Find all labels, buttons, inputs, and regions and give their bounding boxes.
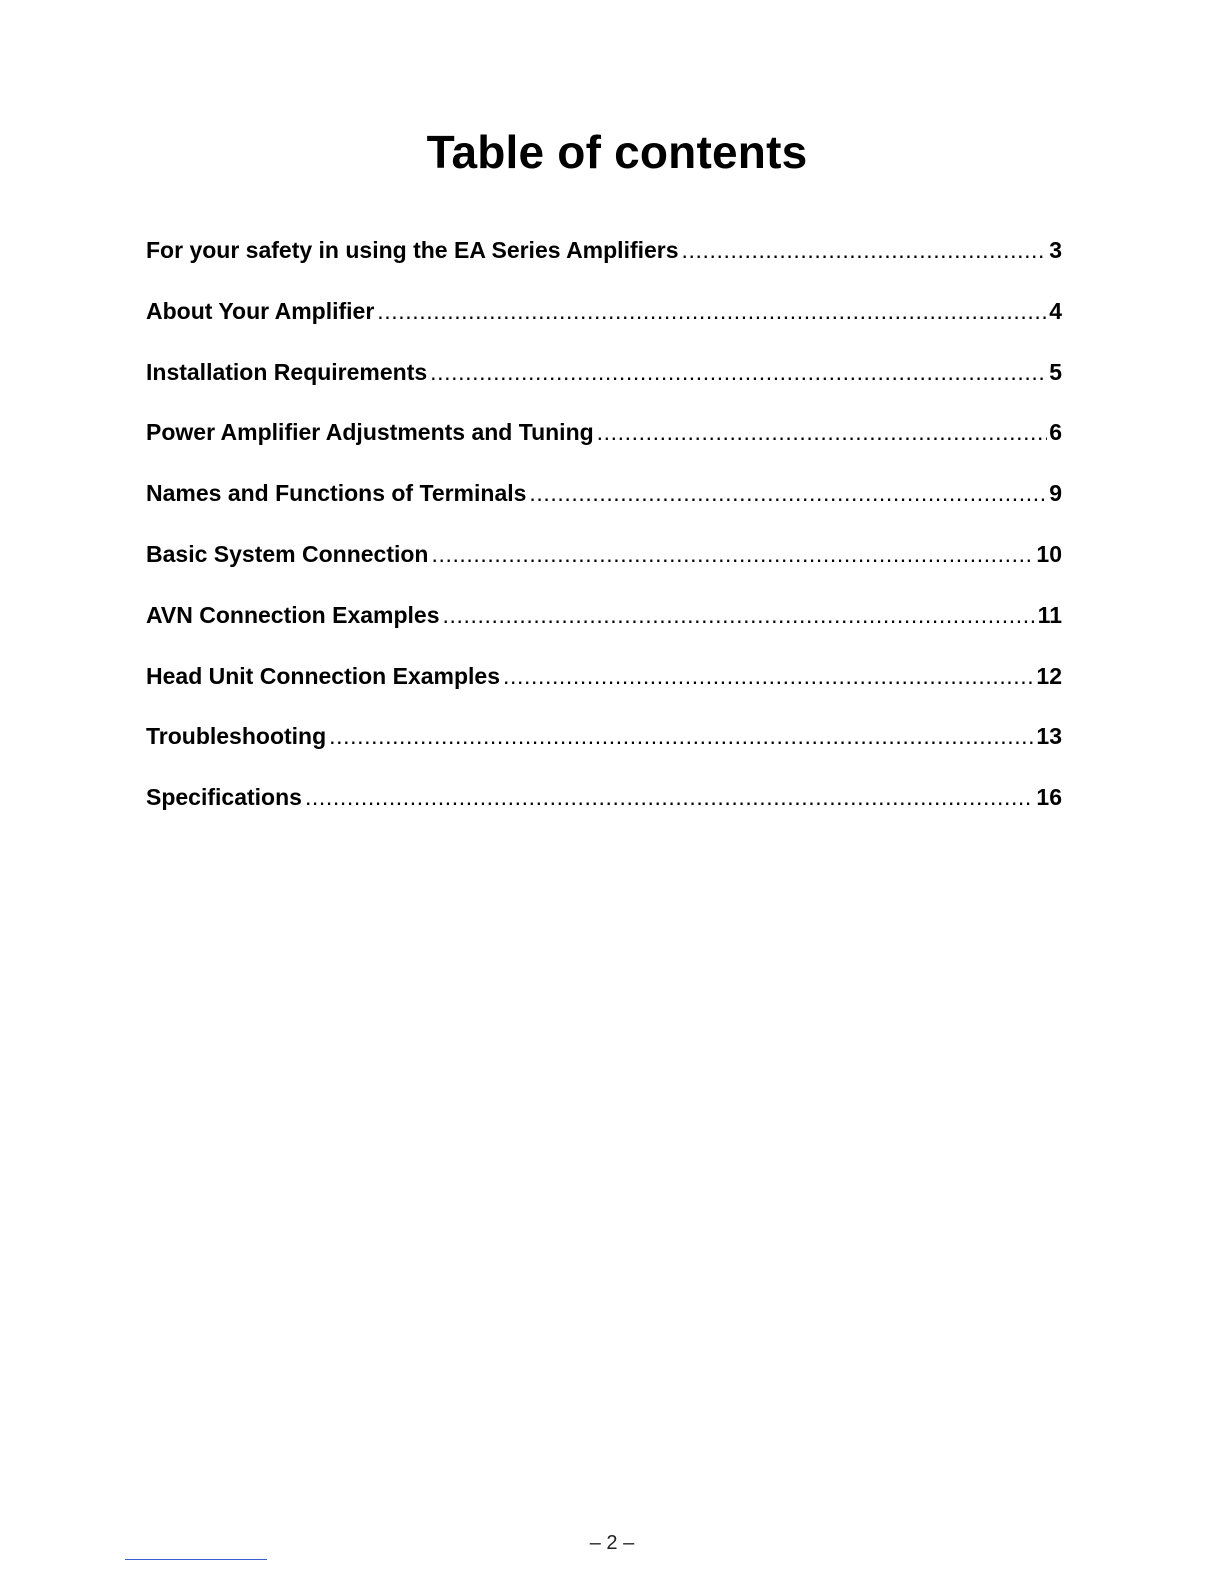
toc-entry-page: 16 [1036, 784, 1062, 811]
toc-entry-label: Power Amplifier Adjustments and Tuning [146, 419, 594, 446]
toc-entry-label: Specifications [146, 784, 302, 811]
toc-entry-specifications[interactable] [146, 776, 1062, 837]
toc-entry-page: 10 [1036, 540, 1062, 567]
dot-leader [682, 229, 1048, 271]
toc-entry-adjustments[interactable] [146, 411, 1062, 472]
toc-entry-page: 6 [1049, 419, 1062, 446]
toc-entry-label: Head Unit Connection Examples [146, 662, 501, 689]
footnote-rule [125, 1559, 267, 1560]
toc-entry-safety[interactable] [146, 229, 1062, 290]
toc-entry-basic-connection[interactable] [146, 533, 1062, 594]
dot-leader [443, 594, 1036, 636]
dot-leader [529, 472, 1047, 514]
toc-entry-label: Troubleshooting [146, 723, 327, 750]
toc-entry-page: 3 [1049, 237, 1062, 263]
dot-leader [430, 351, 1047, 393]
toc-entry-label: AVN Connection Examples [146, 601, 440, 628]
toc-entry-avn[interactable] [146, 594, 1062, 655]
dot-leader [329, 715, 1034, 757]
toc-entry-page: 4 [1049, 297, 1062, 324]
toc-entry-page: 11 [1037, 601, 1062, 628]
table-of-contents [146, 229, 1062, 837]
toc-entry-about[interactable] [146, 290, 1062, 351]
toc-entry-label: For your safety in using the EA Series Amplifiers [146, 237, 679, 263]
toc-entry-label: About Your Amplifier [146, 297, 375, 324]
page-number: – 2 – [589, 1532, 635, 1554]
toc-entry-page: 5 [1049, 358, 1062, 385]
toc-entry-troubleshooting[interactable] [146, 715, 1062, 776]
dot-leader [305, 776, 1034, 818]
toc-entry-installation[interactable] [146, 351, 1062, 412]
dot-leader [431, 533, 1034, 575]
toc-entry-head-unit[interactable] [146, 655, 1062, 716]
toc-entry-label: Names and Functions of Terminals [146, 480, 527, 507]
toc-entry-page: 9 [1049, 480, 1062, 507]
dot-leader [377, 290, 1047, 332]
page-title: Table of contents [426, 126, 808, 178]
dot-leader [597, 411, 1048, 453]
toc-entry-label: Basic System Connection [146, 540, 429, 567]
toc-entry-label: Installation Requirements [146, 358, 428, 385]
toc-entry-page: 13 [1036, 723, 1062, 750]
toc-entry-terminals[interactable] [146, 472, 1062, 533]
dot-leader [503, 655, 1034, 697]
toc-entry-page: 12 [1036, 662, 1062, 689]
